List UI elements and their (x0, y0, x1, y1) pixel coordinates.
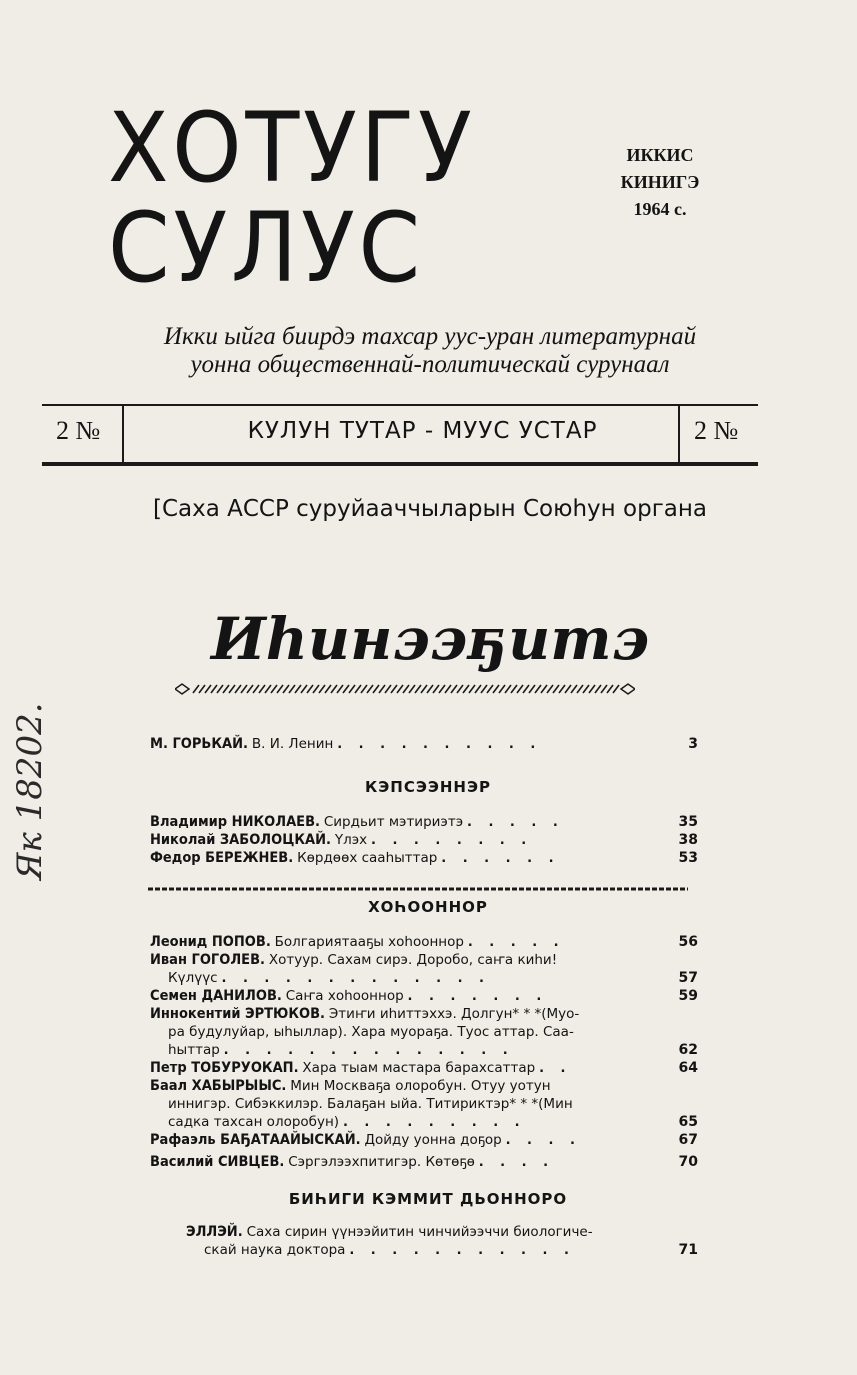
toc-work: Этиҥи иһиттэххэ. Долгун* * *(Муо- (328, 1006, 580, 1022)
issue-bar (42, 404, 758, 466)
toc-section-poems (150, 933, 698, 1171)
subtitle-line2: уонна общественнай-политическай сурунаал (190, 351, 670, 378)
toc-entry[interactable] (150, 849, 698, 867)
toc-page: 59 (678, 988, 698, 1004)
toc-page: 3 (688, 736, 698, 752)
toc-work: Болгариятааҕы хоһооннор (274, 934, 464, 950)
toc-work-continued: иннигэр. Сибэккилэр. Балаҕан ыйа. Титириктэр* * *(Мин (168, 1096, 573, 1112)
toc-author: Иван ГОГОЛЕВ. (150, 952, 265, 968)
subtitle-line1: Икки ыйга биирдэ тахсар уус-уран литературнай (163, 323, 697, 350)
toc-dots: . . . . . . . . . . (337, 737, 542, 752)
toc-entry[interactable] (150, 1131, 698, 1149)
issue-months: КУЛУН ТУТАР - МУУС УСТАР (247, 418, 598, 444)
toc-entry[interactable] (150, 735, 698, 753)
toc-page: 56 (678, 934, 698, 950)
toc-author: ЭЛЛЭЙ. (186, 1224, 243, 1240)
toc-page: 67 (678, 1132, 698, 1148)
toc-section-people (186, 1223, 698, 1259)
toc-work: Сирдьит мэтириэтэ (323, 814, 464, 830)
toc-dots: . . . . (505, 1133, 581, 1148)
toc-work: Хара тыам мастара барахсаттар (302, 1060, 536, 1076)
section-rule (148, 887, 688, 891)
journal-subtitle (60, 323, 800, 379)
toc-author: Иннокентий ЭРТЮКОВ. (150, 1006, 325, 1022)
toc-author: Федор БЕРЕЖНЕВ. (150, 850, 294, 866)
toc-work-continued: Күлүүс (168, 970, 218, 986)
toc-author: Николай ЗАБОЛОЦКАЙ. (150, 832, 331, 848)
issue-year: 1964 с. (633, 199, 687, 219)
section-title-stories: КЭПСЭЭННЭР (365, 778, 491, 796)
toc-page: 57 (678, 970, 698, 986)
toc-section-stories (150, 813, 698, 867)
toc-entry[interactable] (150, 813, 698, 831)
toc-dots: . . . . . . . (407, 989, 548, 1004)
toc-page: 53 (678, 850, 698, 866)
toc-dots: . . . . . . . . . . . (349, 1243, 575, 1258)
toc-work: В. И. Ленин (251, 736, 334, 752)
toc-author: Семен ДАНИЛОВ. (150, 988, 282, 1004)
toc-dots: . . . . (478, 1155, 555, 1170)
issue-number-right: 2 № (694, 416, 739, 445)
toc-author: Владимир НИКОЛАЕВ. (150, 814, 320, 830)
toc-work-continued: ра будулуйар, ыһыллар). Хара муораҕа. Туос аттар. Саа- (168, 1024, 574, 1040)
section-title-poems: ХОҺООННОР (368, 898, 488, 916)
toc-lead (150, 735, 698, 753)
section-title-people: БИҺИГИ КЭММИТ ДЬОННОРО (288, 1190, 568, 1208)
toc-author: Баал ХАБЫРЫЫС. (150, 1078, 287, 1094)
toc-entry[interactable] (150, 1059, 698, 1077)
toc-dots: . . . . . . . . (371, 833, 533, 848)
toc-page: 62 (678, 1042, 698, 1058)
toc-author: Василий СИВЦЕВ. (150, 1154, 285, 1170)
toc-entry[interactable] (150, 1005, 698, 1059)
toc-dots: . . . . . . . . . (342, 1115, 526, 1130)
toc-dots: . . . . . . . . . . . . . . (223, 1043, 514, 1058)
toc-work: Саха сирин үүнээйитин чинчийээччи биологиче- (246, 1224, 593, 1240)
toc-work: Мин Москваҕа олоробун. Отуу уотун (290, 1078, 551, 1094)
toc-work: Хотуур. Сахам сирэ. Доробо, саҥа киһи! (268, 952, 558, 968)
toc-entry[interactable] (150, 951, 698, 987)
toc-entry[interactable] (150, 1153, 698, 1171)
issue-label-1: ИККИС (626, 145, 694, 165)
toc-entry[interactable] (150, 1077, 698, 1131)
journal-organ: [Саха АССР суруйааччыларын Союһун органа (152, 496, 708, 522)
toc-work: Дойду уонна доҕор (364, 1132, 502, 1148)
toc-page: 71 (678, 1242, 698, 1258)
toc-work: Үлэх (334, 832, 368, 848)
toc-entry[interactable] (150, 987, 698, 1005)
issue-number-left: 2 № (56, 416, 101, 445)
toc-dots: . . . . . (467, 935, 565, 950)
toc-work: Сэргэлээхпитигэр. Көтөҕө (288, 1154, 475, 1170)
handwritten-mark: Як 18202. (10, 702, 50, 880)
toc-page: 64 (678, 1060, 698, 1076)
issue-label-2: КИНИГЭ (620, 172, 700, 192)
toc-author: Петр ТОБУРУОКАП. (150, 1060, 299, 1076)
toc-author: Леонид ПОПОВ. (150, 934, 271, 950)
toc-entry[interactable] (150, 933, 698, 951)
toc-work-continued: скай наука доктора (204, 1242, 346, 1258)
journal-title-line2: СУЛУС (108, 192, 424, 304)
ornament-divider (175, 682, 635, 696)
toc-work: Көрдөөх сааһыттар (297, 850, 438, 866)
toc-entry[interactable] (186, 1223, 698, 1259)
toc-page: 35 (678, 814, 698, 830)
toc-page: 65 (678, 1114, 698, 1130)
toc-page: 70 (678, 1154, 698, 1170)
journal-title-line1: ХОТУГУ (108, 92, 476, 204)
toc-author: М. ГОРЬКАЙ. (150, 736, 249, 752)
toc-dots: . . . . . . (441, 851, 560, 866)
issue-bar-divider (678, 406, 680, 462)
toc-dots: . . . . . (466, 815, 564, 830)
toc-page: 38 (678, 832, 698, 848)
contents-heading: Иһинээҕитэ (210, 605, 650, 673)
toc-work-continued: садка тахсан олоробун) (168, 1114, 340, 1130)
toc-work: Саҥа хоһооннор (285, 988, 404, 1004)
toc-author: Рафаэль БАҔАТААЙЫСКАЙ. (150, 1132, 361, 1148)
issue-bar-divider (122, 406, 124, 462)
toc-work-continued: һыттар (168, 1042, 220, 1058)
toc-dots: . . . . . . . . . . . . . (221, 971, 490, 986)
toc-dots: . . (539, 1061, 572, 1076)
toc-entry[interactable] (150, 831, 698, 849)
